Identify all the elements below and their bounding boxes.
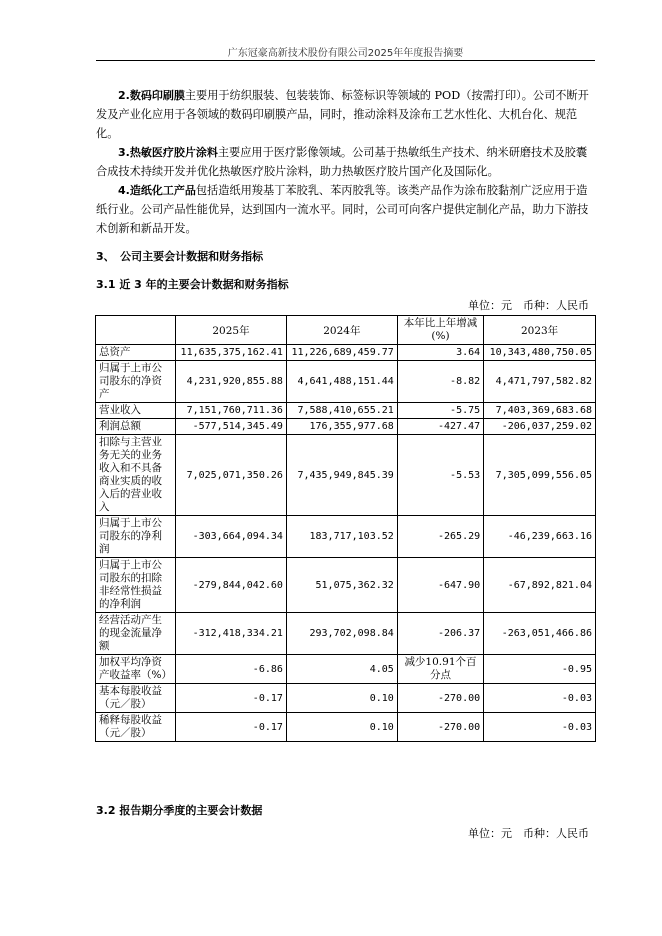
value-change: -265.29	[397, 516, 483, 558]
value-2023: 7,403,369,683.68	[484, 403, 596, 419]
header-cell	[96, 316, 176, 345]
financial-indicators-table	[95, 315, 596, 742]
row-label: 基本每股收益（元／股）	[96, 684, 176, 713]
header-cell: 本年比上年增减(%)	[397, 316, 483, 345]
value-2023: -0.03	[484, 713, 596, 742]
table-row	[96, 655, 596, 684]
value-2023: -0.03	[484, 684, 596, 713]
value-change: -206.37	[397, 613, 483, 655]
value-2024: 7,588,410,655.21	[286, 403, 397, 419]
value-2025: -279,844,042.60	[176, 558, 287, 613]
value-change: -270.00	[397, 684, 483, 713]
section-3-2-title: 3.2 报告期分季度的主要会计数据	[96, 804, 263, 817]
value-change: -5.53	[397, 435, 483, 516]
row-label: 归属于上市公司股东的扣除非经常性损益的净利润	[96, 558, 176, 613]
value-2025: -0.17	[176, 684, 287, 713]
row-label: 营业收入	[96, 403, 176, 419]
table-row	[96, 345, 596, 361]
paragraph-papermaking-chemicals	[96, 181, 596, 238]
table-row	[96, 613, 596, 655]
value-2023: -0.95	[484, 655, 596, 684]
value-2024: 11,226,689,459.77	[286, 345, 397, 361]
value-2024: 51,075,362.32	[286, 558, 397, 613]
table-row	[96, 435, 596, 516]
item-label: 2.数码印刷膜	[118, 89, 185, 102]
row-label: 扣除与主营业务无关的业务收入和不具备商业实质的收入后的营业收入	[96, 435, 176, 516]
value-2024: 293,702,098.84	[286, 613, 397, 655]
value-2023: 7,305,099,556.05	[484, 435, 596, 516]
value-2025: -0.17	[176, 713, 287, 742]
table-row	[96, 558, 596, 613]
value-2025: 4,231,920,855.88	[176, 361, 287, 403]
section-3-1-title: 3.1 近 3 年的主要会计数据和财务指标	[96, 278, 289, 291]
table-row	[96, 419, 596, 435]
value-change: 减少10.91个百分点	[397, 655, 483, 684]
value-2024: 7,435,949,845.39	[286, 435, 397, 516]
value-2025: 7,151,760,711.36	[176, 403, 287, 419]
row-label: 归属于上市公司股东的净利润	[96, 516, 176, 558]
value-2024: 0.10	[286, 684, 397, 713]
value-2024: 183,717,103.52	[286, 516, 397, 558]
section-3-title: 3、 公司主要会计数据和财务指标	[96, 250, 264, 263]
value-2025: 7,025,071,350.26	[176, 435, 287, 516]
value-2023: -67,892,821.04	[484, 558, 596, 613]
table-row	[96, 684, 596, 713]
value-2025: -312,418,334.21	[176, 613, 287, 655]
unit-label: 单位：元 币种：人民币	[468, 299, 589, 312]
value-2025: 11,635,375,162.41	[176, 345, 287, 361]
row-label: 利润总额	[96, 419, 176, 435]
unit-label-quarterly: 单位：元 币种：人民币	[468, 827, 589, 840]
value-2023: -263,051,466.86	[484, 613, 596, 655]
header-cell: 2024年	[286, 316, 397, 345]
row-label: 稀释每股收益（元／股）	[96, 713, 176, 742]
item-text: 包括造纸用羧基丁苯胶乳、苯丙胶乳等。该类产品作为涂布胶黏剂广泛应用于造纸行业。公司产品性能优异，达到国内一流水平。同时，公司可向客户提供定制化产品，助力下游技术创新和新品开发。	[96, 184, 589, 235]
table-row	[96, 516, 596, 558]
value-2024: 176,355,977.68	[286, 419, 397, 435]
page-header: 广东冠豪高新技术股份有限公司2025年年度报告摘要	[227, 48, 464, 59]
row-label: 归属于上市公司股东的净资产	[96, 361, 176, 403]
item-text: 主要应用于医疗影像领域。公司基于热敏纸生产技术、纳米研磨技术及胶囊合成技术持续开发并优化热敏医疗胶片涂料，助力热敏医疗胶片国产化及国际化。	[96, 146, 588, 178]
value-change: -8.82	[397, 361, 483, 403]
value-2023: -206,037,259.02	[484, 419, 596, 435]
row-label: 总资产	[96, 345, 176, 361]
value-2025: -577,514,345.49	[176, 419, 287, 435]
item-text: 主要用于纺织服装、包装装饰、标签标识等领域的 POD（按需打印）。公司不断开发及产业化应用于各领域的数码印刷膜产品，同时，推动涂料及涂布工艺水性化、大机台化、规范化。	[96, 89, 589, 140]
table-row	[96, 361, 596, 403]
value-2023: -46,239,663.16	[484, 516, 596, 558]
value-change: -270.00	[397, 713, 483, 742]
table-row	[96, 403, 596, 419]
item-label: 3.热敏医疗胶片涂料	[118, 146, 218, 159]
table-header-row	[96, 316, 596, 345]
value-change: -5.75	[397, 403, 483, 419]
value-2024: 4,641,488,151.44	[286, 361, 397, 403]
value-change: -647.90	[397, 558, 483, 613]
row-label: 经营活动产生的现金流量净额	[96, 613, 176, 655]
paragraph-thermal-medical-film	[96, 143, 596, 181]
value-2025: -6.86	[176, 655, 287, 684]
value-change: -427.47	[397, 419, 483, 435]
value-2023: 10,343,480,750.05	[484, 345, 596, 361]
value-2025: -303,664,094.34	[176, 516, 287, 558]
row-label: 加权平均净资产收益率（%）	[96, 655, 176, 684]
value-2024: 0.10	[286, 713, 397, 742]
value-2023: 4,471,797,582.82	[484, 361, 596, 403]
header-cell: 2023年	[484, 316, 596, 345]
value-2024: 4.05	[286, 655, 397, 684]
header-cell: 2025年	[176, 316, 287, 345]
value-change: 3.64	[397, 345, 483, 361]
item-label: 4.造纸化工产品	[118, 184, 196, 197]
paragraph-digital-print-film	[96, 86, 596, 143]
header-divider	[96, 60, 595, 61]
table-row	[96, 713, 596, 742]
